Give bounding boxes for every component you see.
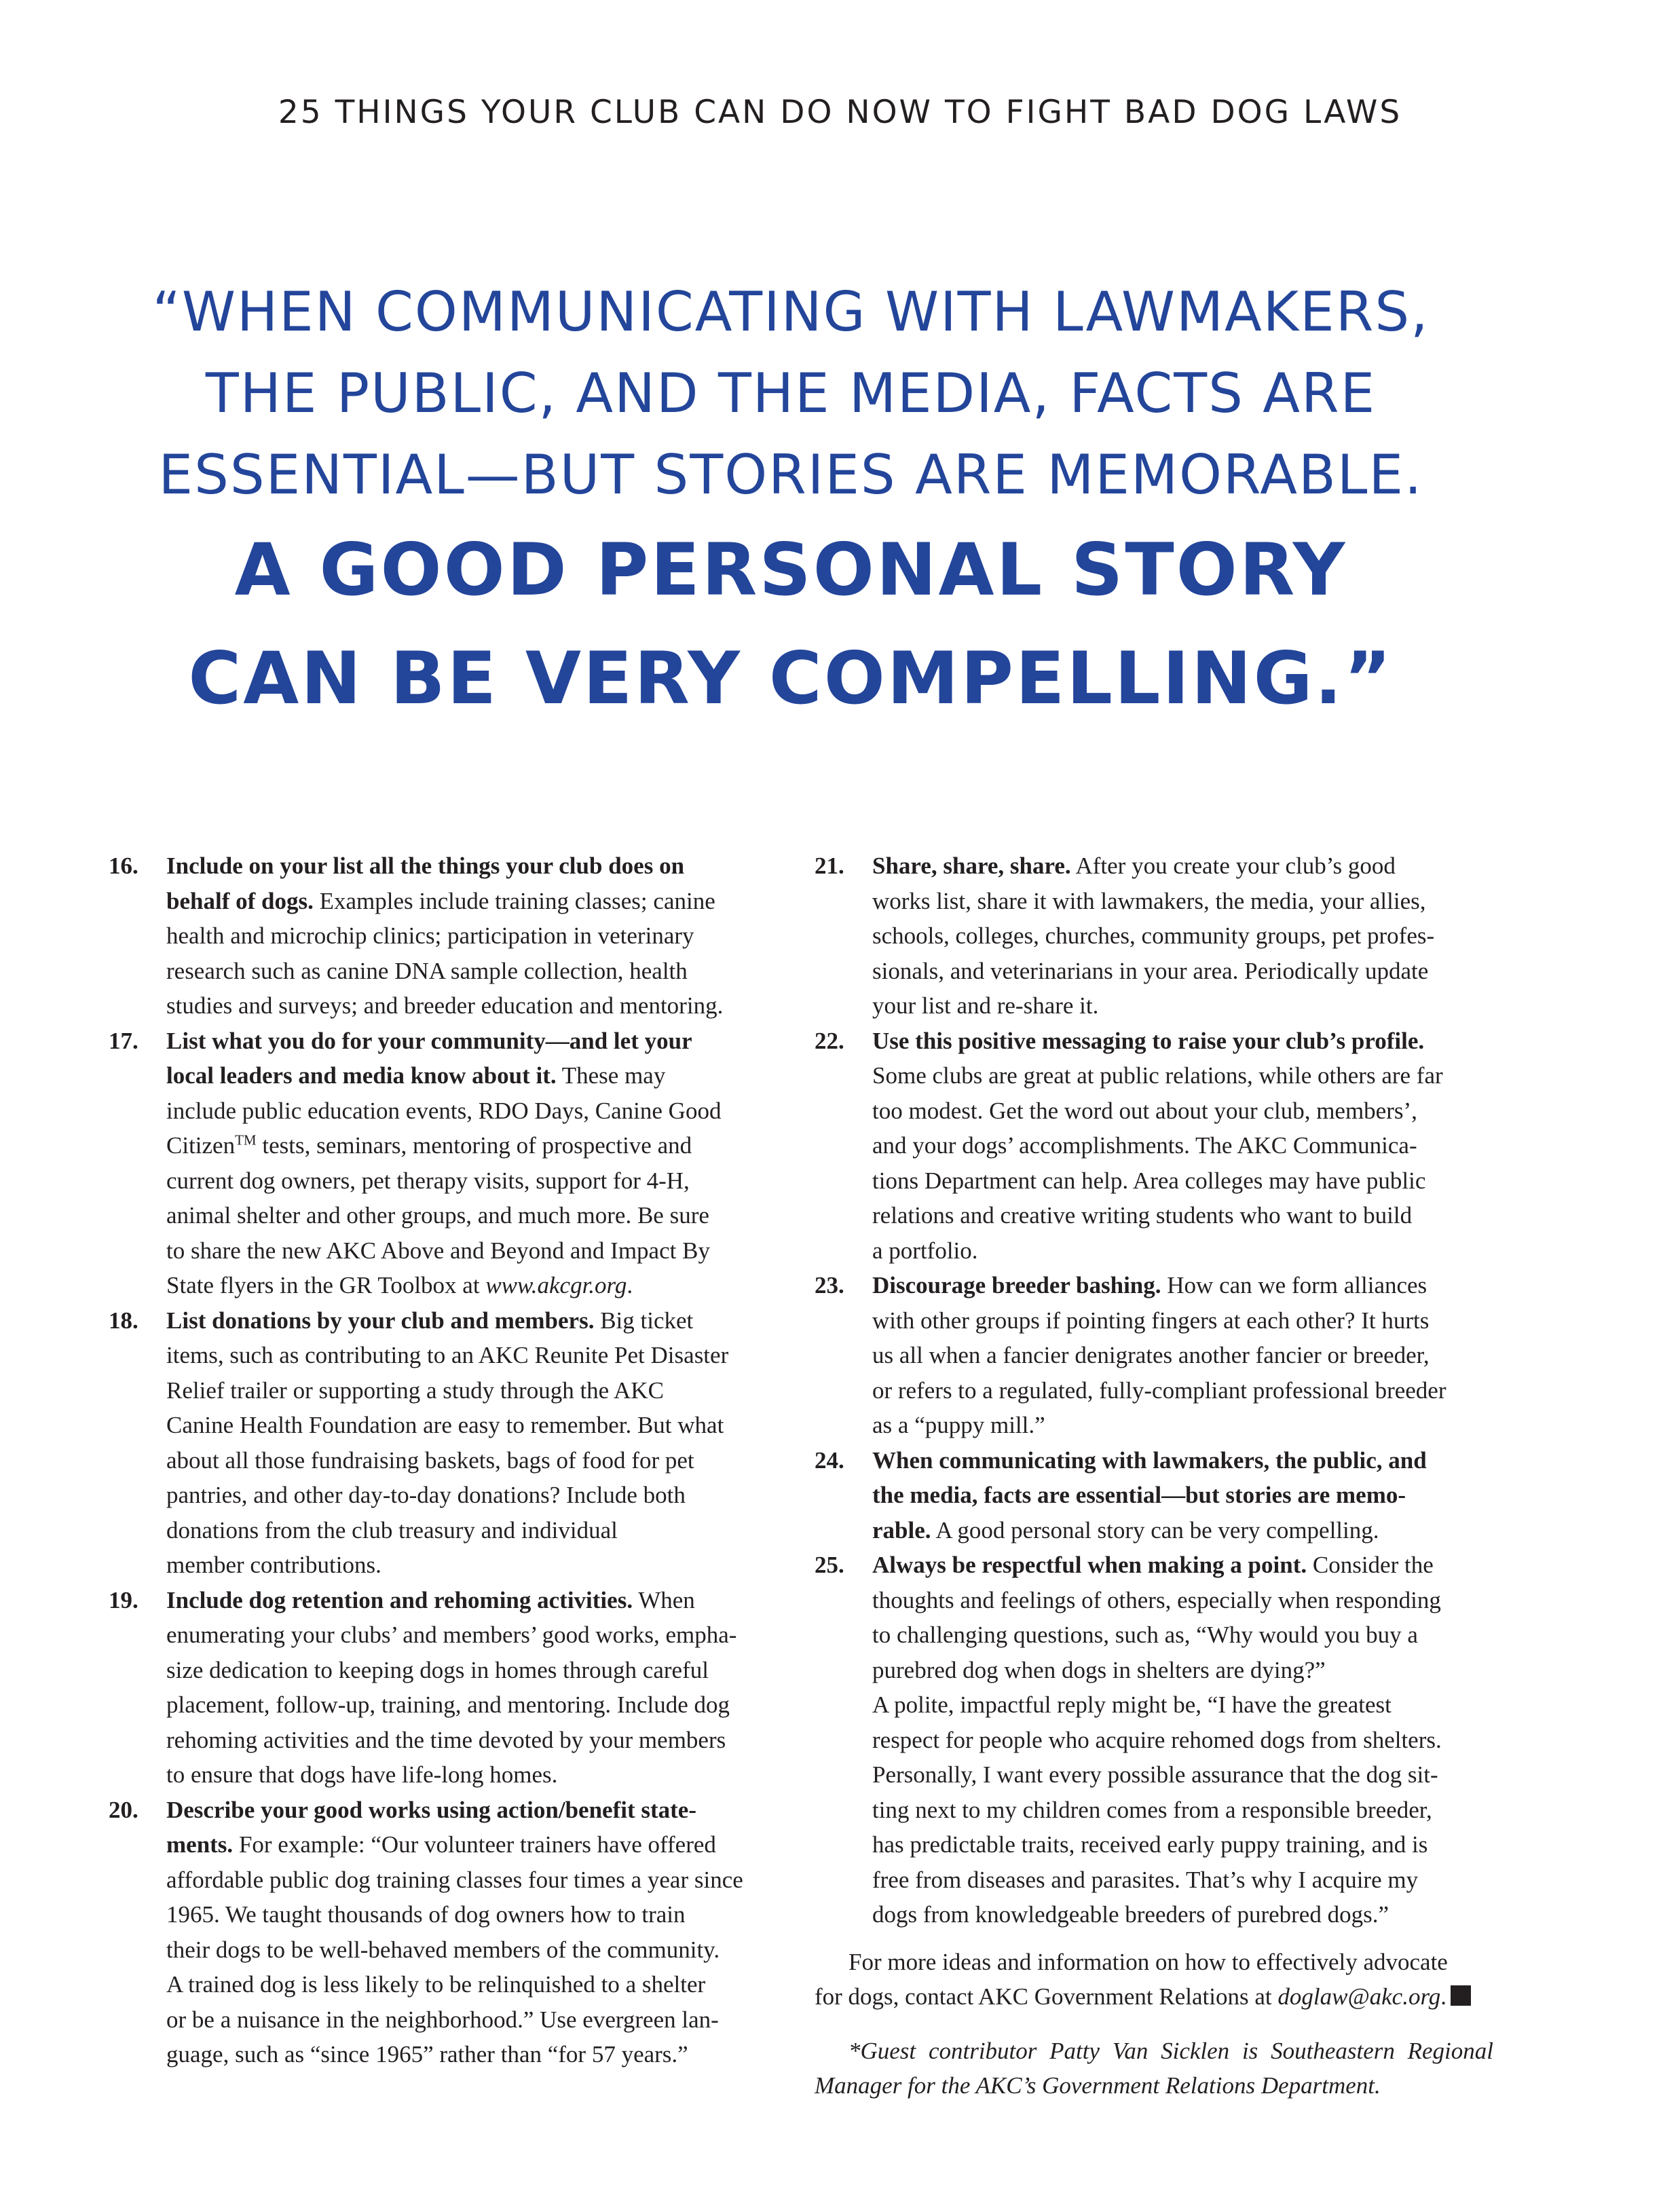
item-text: include public education events, RDO Days, Canine Good: [166, 1097, 722, 1124]
item-text: dogs from knowledgeable breeders of purebred dogs.”: [872, 1901, 1389, 1928]
item-text: Relief trailer or supporting a study through the AKC: [166, 1377, 664, 1404]
list-item-23: [815, 1268, 1493, 1443]
end-mark-icon: [1451, 1985, 1471, 2006]
item-text: member contributions.: [166, 1552, 381, 1578]
item-lead: When communicating with lawmakers, the public, and: [872, 1446, 1427, 1474]
item-text: donations from the club treasury and individual: [166, 1516, 618, 1543]
item-text: as a “puppy mill.”: [872, 1412, 1045, 1438]
item-text: guage, such as “since 1965” rather than “for 57 years.”: [166, 2041, 688, 2068]
item-lead: Include on your list all the things your club does on: [166, 853, 685, 879]
list-item-17: [109, 1024, 760, 1303]
list-item-16: [109, 848, 760, 1024]
item-text: to ensure that dogs have life-long homes.: [166, 1761, 558, 1788]
item-text: .: [627, 1272, 633, 1298]
item-number: 25.: [815, 1552, 844, 1578]
left-column: [109, 848, 760, 2072]
running-head: 25 THINGS YOUR CLUB CAN DO NOW TO FIGHT BAD DOG LAWS: [278, 94, 1402, 131]
item-text: 1965. We taught thousands of dog owners how to train: [166, 1901, 686, 1928]
pull-quote-line: THE PUBLIC, AND THE MEDIA, FACTS ARE: [205, 362, 1377, 425]
closing-text: .: [1440, 1983, 1447, 2010]
pull-quote-line: “WHEN COMMUNICATING WITH LAWMAKERS,: [152, 280, 1430, 343]
item-text: their dogs to be well-behaved members of the community.: [166, 1936, 720, 1963]
item-lead: Always be respectful when making a point.: [872, 1552, 1307, 1578]
item-text: has predictable traits, received early puppy training, and is: [872, 1831, 1428, 1858]
pull-quote: [102, 272, 1480, 733]
item-text: sionals, and veterinarians in your area. Periodically update: [872, 957, 1429, 984]
item-text: Examples include training classes; canine: [313, 887, 715, 914]
item-text: and your dogs’ accomplishments. The AKC Communica-: [872, 1132, 1417, 1159]
item-text: Some clubs are great at public relations, while others are far: [872, 1062, 1443, 1089]
item-text: size dedication to keeping dogs in homes through careful: [166, 1656, 709, 1683]
item-number: 23.: [815, 1272, 844, 1298]
item-text: a portfolio.: [872, 1237, 978, 1264]
item-text: purebred dog when dogs in shelters are dying?”: [872, 1656, 1326, 1683]
list-item-25: [815, 1548, 1493, 1932]
item-lead: Use this positive messaging to raise your club’s profile.: [872, 1027, 1425, 1054]
item-lead: List what you do for your community—and let your: [166, 1027, 692, 1054]
item-text: health and microchip clinics; participation in veterinary: [166, 922, 694, 949]
akcgr-link[interactable]: www.akcgr.org: [485, 1272, 627, 1298]
item-number: 19.: [109, 1586, 138, 1613]
trademark-sup: TM: [235, 1131, 257, 1148]
item-text: works list, share it with lawmakers, the media, your allies,: [872, 887, 1426, 914]
pull-quote-line: A GOOD PERSONAL STORY: [234, 528, 1347, 612]
item-text: too modest. Get the word out about your club, members’,: [872, 1097, 1417, 1124]
item-text: to share the new AKC Above and Beyond and Impact By: [166, 1237, 710, 1264]
credit-text: Manager for the AKC’s Government Relations Department.: [815, 2072, 1381, 2099]
item-text: These may: [556, 1062, 666, 1089]
item-text: current dog owners, pet therapy visits, support for 4-H,: [166, 1167, 690, 1194]
item-text: A trained dog is less likely to be relinquished to a shelter: [166, 1971, 706, 1998]
item-text: How can we form alliances: [1161, 1272, 1427, 1298]
item-text: pantries, and other day-to-day donations? Include both: [166, 1482, 686, 1508]
item-lead: Include dog retention and rehoming activities.: [166, 1586, 633, 1613]
item-text: Consider the: [1307, 1552, 1434, 1578]
closing-text: For more ideas and information on how to effectively advocate: [848, 1948, 1448, 1975]
list-item-24: [815, 1443, 1493, 1548]
list-item-21: [815, 848, 1493, 1024]
pull-quote-line: CAN BE VERY COMPELLING.”: [188, 637, 1394, 720]
item-text: A good personal story can be very compelling.: [931, 1516, 1379, 1543]
item-text: research such as canine DNA sample collection, health: [166, 957, 688, 984]
item-text: affordable public dog training classes four times a year since: [166, 1866, 743, 1893]
credit-text: *Guest contributor Patty Van Sicklen is Southeastern Regional: [848, 2037, 1493, 2064]
item-text: When: [633, 1586, 695, 1613]
item-lead: Describe your good works using action/benefit state-: [166, 1796, 696, 1823]
item-text: After you create your club’s good: [1070, 853, 1396, 879]
item-number: 17.: [109, 1027, 138, 1054]
item-text: ting next to my children comes from a responsible breeder,: [872, 1796, 1432, 1823]
list-item-18: [109, 1303, 760, 1583]
item-text: Big ticket: [594, 1307, 694, 1334]
doglaw-email-link[interactable]: doglaw@akc.org: [1277, 1983, 1441, 2010]
item-lead: behalf of dogs.: [166, 887, 314, 914]
item-text: or be a nuisance in the neighborhood.” Use evergreen lan-: [166, 2006, 719, 2033]
item-text: For example: “Our volunteer trainers have offered: [233, 1831, 716, 1858]
item-text: to challenging questions, such as, “Why would you buy a: [872, 1622, 1418, 1648]
item-text: animal shelter and other groups, and much more. Be sure: [166, 1202, 709, 1229]
closing-text: for dogs, contact AKC Government Relations at: [815, 1983, 1278, 2010]
list-item-20: [109, 1793, 760, 2072]
item-number: 24.: [815, 1446, 844, 1474]
item-lead: the media, facts are essential—but stories are memo-: [872, 1482, 1406, 1508]
item-text: State flyers in the GR Toolbox at: [166, 1272, 486, 1298]
list-item-22: [815, 1024, 1493, 1269]
item-text: Personally, I want every possible assurance that the dog sit-: [872, 1761, 1438, 1788]
item-text: about all those fundraising baskets, bags of food for pet: [166, 1446, 694, 1474]
closing-paragraph: [815, 1945, 1493, 2015]
item-lead: ments.: [166, 1831, 234, 1858]
item-text: items, such as contributing to an AKC Reunite Pet Disaster: [166, 1342, 729, 1368]
pull-quote-line: ESSENTIAL—BUT STORIES ARE MEMORABLE.: [158, 443, 1423, 506]
item-text: rehoming activities and the time devoted by your members: [166, 1726, 726, 1753]
item-text: tions Department can help. Area colleges may have public: [872, 1167, 1426, 1194]
item-lead: List donations by your club and members.: [166, 1307, 595, 1334]
item-lead: Share, share, share.: [872, 853, 1071, 879]
item-text: your list and re-share it.: [872, 992, 1099, 1019]
item-number: 18.: [109, 1307, 138, 1334]
item-text: thoughts and feelings of others, especially when responding: [872, 1586, 1441, 1613]
item-text: Citizen: [166, 1132, 236, 1159]
pull-quote-light: [102, 272, 1480, 516]
item-number: 22.: [815, 1027, 844, 1054]
item-text: placement, follow-up, training, and mentoring. Include dog: [166, 1691, 730, 1718]
item-text: schools, colleges, churches, community groups, pet profes-: [872, 922, 1435, 949]
item-text: respect for people who acquire rehomed dogs from shelters.: [872, 1726, 1442, 1753]
pull-quote-bold: [102, 516, 1480, 733]
item-text: studies and surveys; and breeder education and mentoring.: [166, 992, 724, 1019]
item-number: 21.: [815, 853, 844, 879]
item-text: free from diseases and parasites. That’s why I acquire my: [872, 1866, 1419, 1893]
item-number: 16.: [109, 853, 138, 879]
item-text: or refers to a regulated, fully-compliant professional breeder: [872, 1377, 1446, 1404]
item-text: A polite, impactful reply might be, “I have the greatest: [872, 1691, 1392, 1718]
right-column: [815, 848, 1493, 2103]
item-lead: rable.: [872, 1516, 931, 1543]
item-text: with other groups if pointing fingers at each other? It hurts: [872, 1307, 1430, 1334]
item-text: relations and creative writing students who want to build: [872, 1202, 1413, 1229]
item-lead: Discourage breeder bashing.: [872, 1272, 1161, 1298]
item-number: 20.: [109, 1796, 138, 1823]
contributor-credit: [815, 2034, 1493, 2103]
list-item-19: [109, 1583, 760, 1793]
item-text: Canine Health Foundation are easy to remember. But what: [166, 1412, 724, 1438]
item-text: tests, seminars, mentoring of prospective and: [256, 1132, 692, 1159]
item-lead: local leaders and media know about it.: [166, 1062, 557, 1089]
item-text: enumerating your clubs’ and members’ good works, empha-: [166, 1622, 737, 1648]
item-text: us all when a fancier denigrates another fancier or breeder,: [872, 1342, 1430, 1368]
